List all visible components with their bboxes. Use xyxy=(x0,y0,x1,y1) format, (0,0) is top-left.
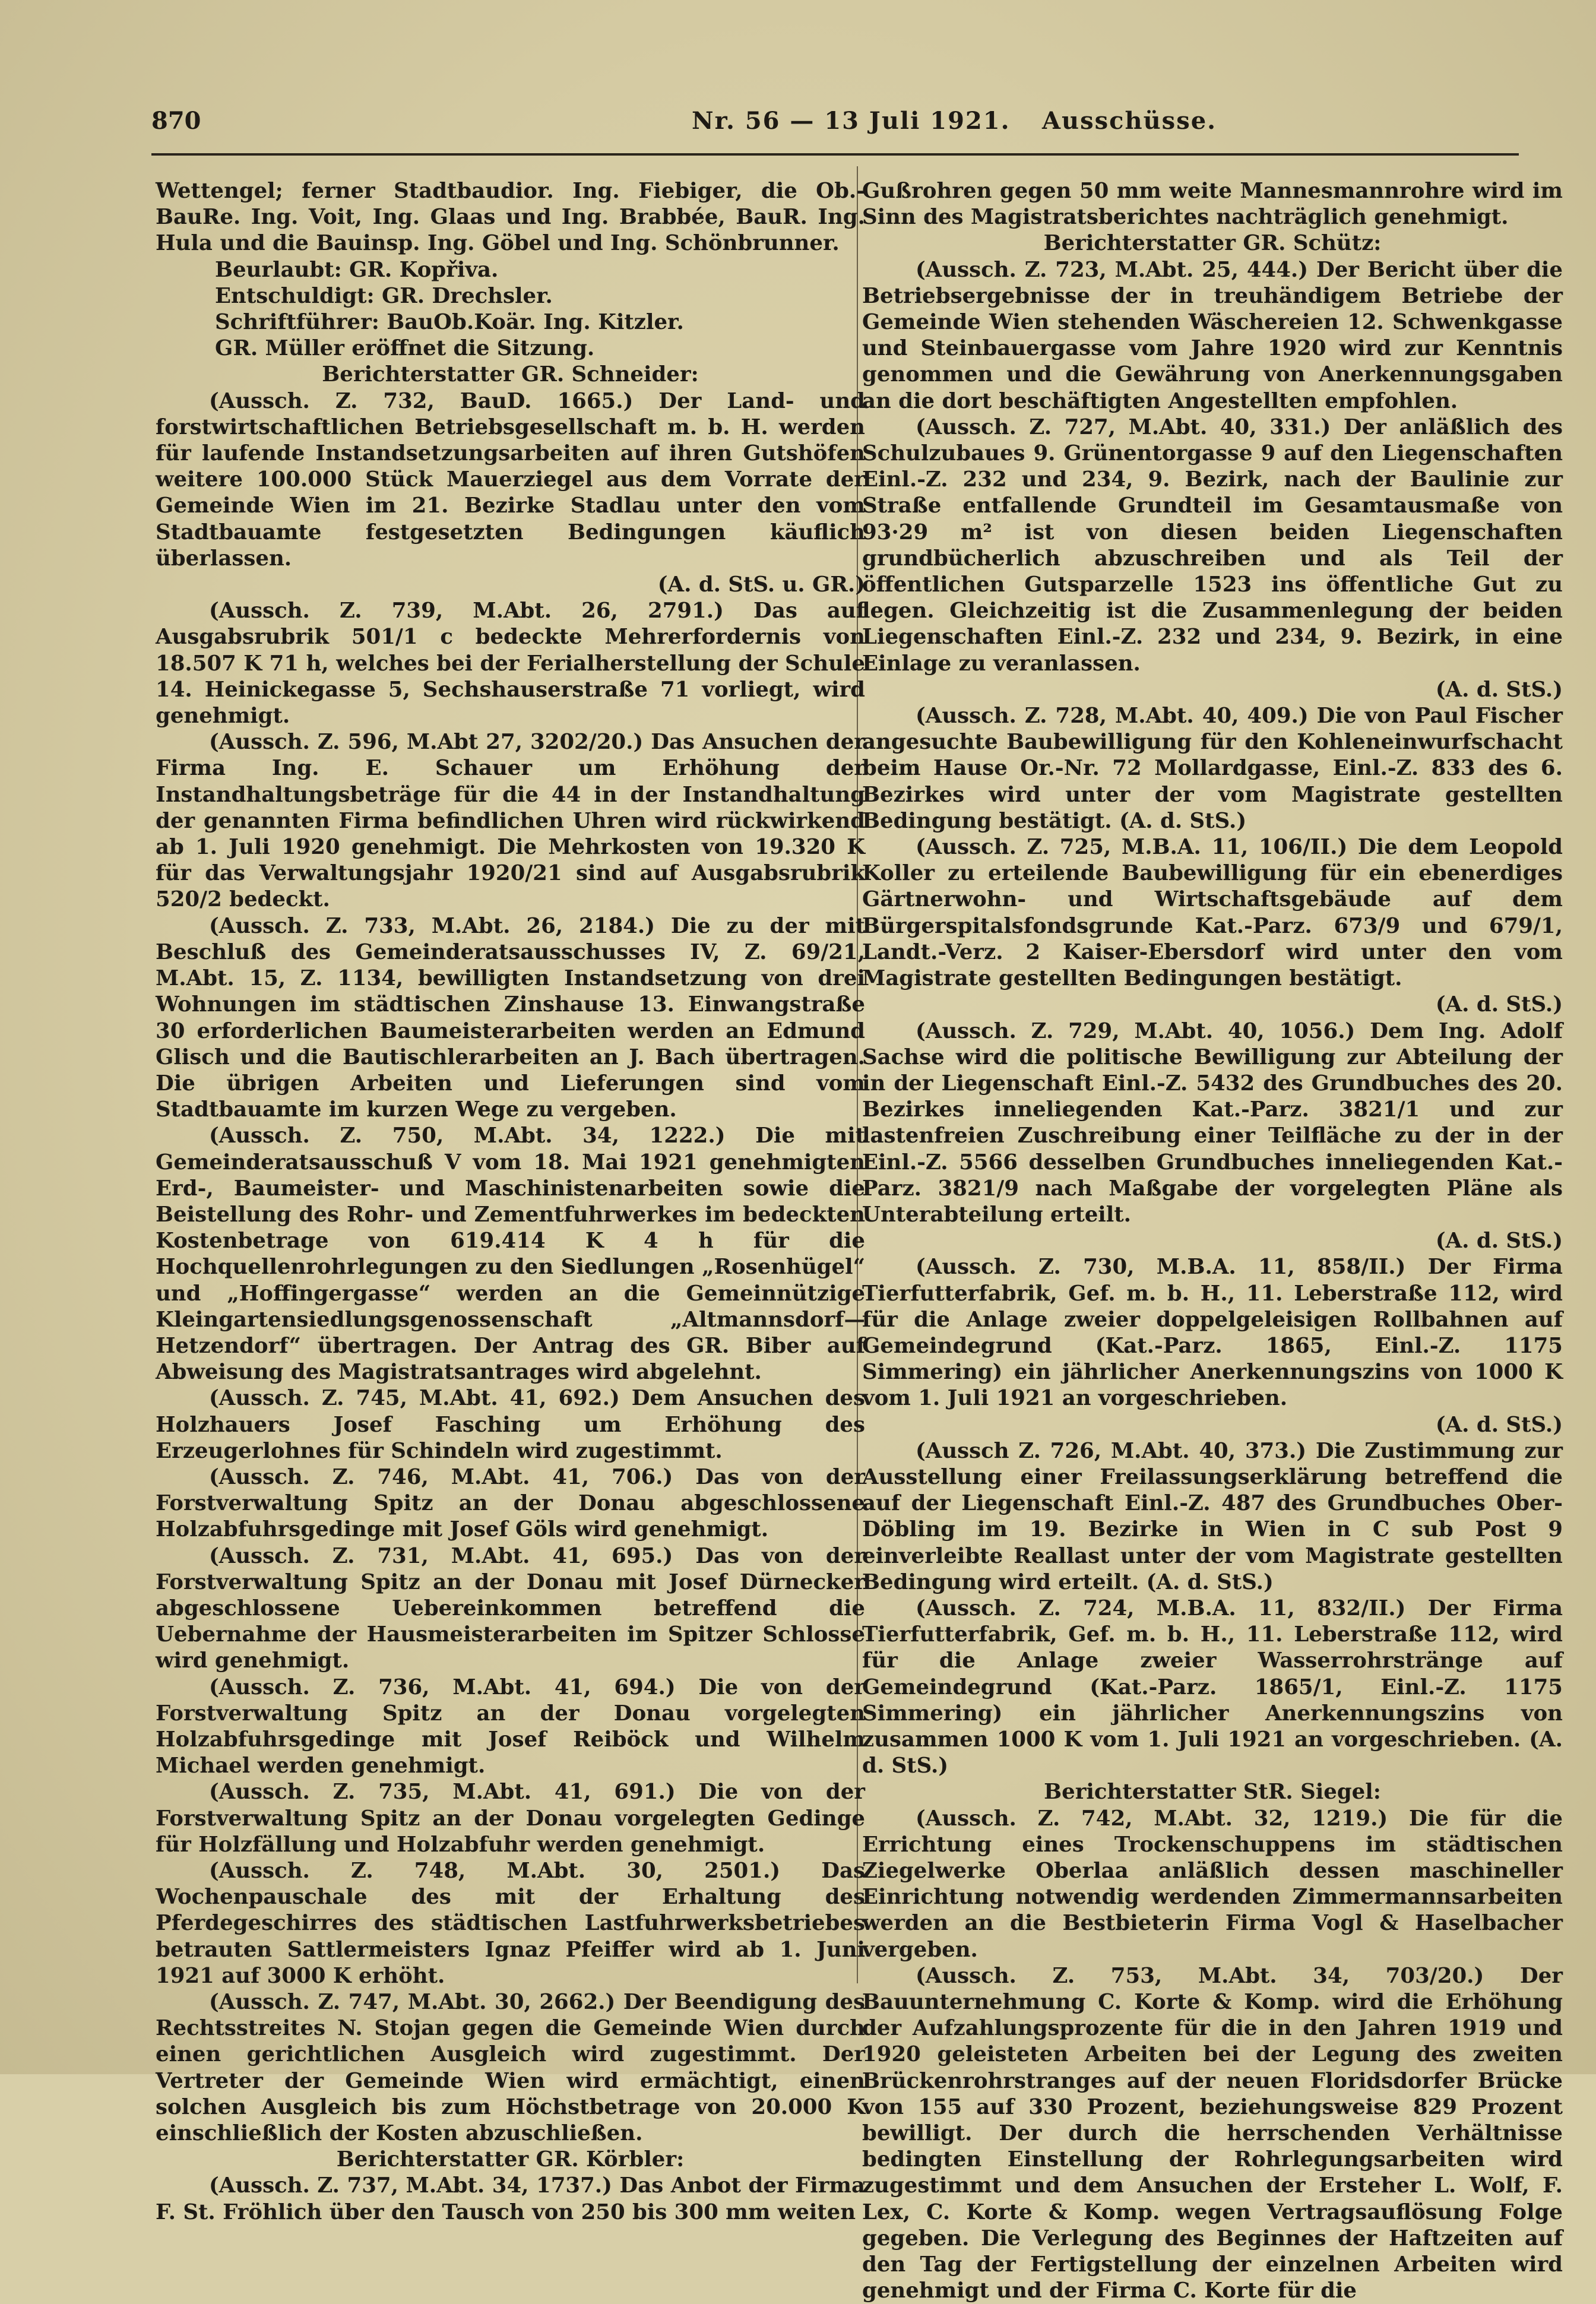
paragraph: (Aussch. Z. 733, M.Abt. 26, 2184.) Die zu der mit Beschluß des Gemeinderatsausschusses IV, Z. 69/21, M.Abt. 15, Z. 1134, bewilligten Instandsetzung von drei Wohnungen im städtischen Zinshause 13. Einwangstraße 30 erforderlichen Baumeisterarbeiten werden an Edmund Glisch und die Bautischlerarbeiten an J. Bach übertragen. Die übrigen Arbeiten und Lieferungen sind vom Stadtbauamte im kurzen Wege zu vergeben. xyxy=(156,913,865,1122)
approval-note: (A. d. StS.) xyxy=(1435,1412,1563,1437)
paragraph: Wettengel; ferner Stadtbaudior. Ing. Fiebiger, die Ob.-BauRe. Ing. Voit, Ing. Glaas und Ing. Brabbée, BauR. Ing. Hula und die Bauinsp. Ing. Göbel und Ing. Schönbrunner. xyxy=(156,179,865,256)
paragraph: GR. Müller eröffnet die Sitzung. xyxy=(215,336,595,361)
approval-note: (A. d. StS.) xyxy=(1435,992,1563,1017)
paragraph: Schriftführer: BauOb.Koär. Ing. Kitzler. xyxy=(215,310,684,335)
paragraph: Beurlaubt: GR. Kopřiva. xyxy=(215,257,499,282)
paragraph: (Aussch. Z. 731, M.Abt. 41, 695.) Das von der Forstverwaltung Spitz an der Donau mit Josef Dürnecker abgeschlossene Uebereinkommen betreffend die Uebernahme der Hausmeisterarbeiten im Spitzer Schlosse wird genehmigt. xyxy=(156,1543,865,1673)
approval-note: (A. d. StS. u. GR.) xyxy=(657,572,865,597)
header-rule xyxy=(151,153,1519,156)
paragraph: (Aussch. Z. 736, M.Abt. 41, 694.) Die von der Forstverwaltung Spitz an der Donau vorgelegten Holzabfuhrsgedinge mit Josef Reiböck und Wilhelm Michael werden genehmigt. xyxy=(156,1675,865,1778)
right-column xyxy=(862,178,1563,2304)
paragraph: (Aussch. Z. 737, M.Abt. 34, 1737.) Das Anbot der Firma F. St. Fröhlich über den Tausch von 250 bis 300 mm weiten xyxy=(156,2173,865,2224)
paragraph: (Aussch. Z. 746, M.Abt. 41, 706.) Das von der Forstverwaltung Spitz an der Donau abgeschlossene Holzabfuhrsgedinge mit Josef Göls wird genehmigt. xyxy=(156,1464,865,1542)
paragraph: (Aussch. Z. 727, M.Abt. 40, 331.) Der anläßlich des Schulzubaues 9. Grünentorgasse 9 auf den Liegenschaften Einl.-Z. 232 und 234, 9. Bezirk, nach der Baulinie zur Straße entfallende Grundteil im Gesamtausmaße von 93·29 m² ist von diesen beiden Liegenschaften grundbücherlich abzuschreiben und als Teil der öffentlichen Gutsparzelle 1523 ins öffentliche Gut zu legen. Gleichzeitig ist die Zusammenlegung der beiden Liegenschaften Einl.-Z. 232 und 234, 9. Bezirk, in eine Einlage zu veranlassen. xyxy=(862,414,1563,676)
paragraph: (Aussch. Z. 745, M.Abt. 41, 692.) Dem Ansuchen des Holzhauers Josef Fasching um Erhöhung des Erzeugerlohnes für Schindeln wird zugestimmt. xyxy=(156,1386,865,1463)
paragraph: (Aussch. Z. 735, M.Abt. 41, 691.) Die von der Forstverwaltung Spitz an der Donau vorgelegten Gedinge für Holzfällung und Holzabfuhr werden genehmigt. xyxy=(156,1780,865,1857)
paragraph: (Aussch. Z. 724, M.B.A. 11, 832/II.) Der Firma Tierfutterfabrik, Gef. m. b. H., 11. Leberstraße 112, wird für die Anlage zweier Wasserrohrstränge auf Gemeindegrund (Kat.-Parz. 1865/1, Einl.-Z. 1175 Simmering) ein jährlicher Anerkennungszins von zusammen 1000 K vom 1. Juli 1921 an vorgeschrieben. (A. d. StS.) xyxy=(862,1596,1563,1778)
paragraph: (Aussch. Z. 753, M.Abt. 34, 703/20.) Der Bauunternehmung C. Korte & Komp. wird die Erhöhung der Aufzahlungsprozente für die in den Jahren 1919 und 1920 geleisteten Arbeiten bei der Legung des zweiten Brückenrohrstranges auf der neuen Floridsdorfer Brücke von 155 auf 330 Prozent, beziehungsweise 829 Prozent bewilligt. Der durch die herrschenden Verhältnisse bedingten Einstellung der Rohrlegungsarbeiten wird zugestimmt und dem Ansuchen der Ersteher L. Wolf, F. Lex, C. Korte & Komp. wegen Vertragsauflösung Folge gegeben. Die Verlegung des Beginnes der Haftzeiten auf den Tag der Fertigstellung der einzelnen Arbeiten wird genehmigt und der Firma C. Korte für die xyxy=(862,1963,1563,2303)
paragraph: (Aussch. Z. 748, M.Abt. 30, 2501.) Das Wochenpauschale des mit der Erhaltung des Pferdegeschirres des städtischen Lastfuhrwerksbetriebes betrauten Sattlermeisters Ignaz Pfeiffer wird ab 1. Juni 1921 auf 3000 K erhöht. xyxy=(156,1859,865,1988)
paragraph: (Aussch Z. 726, M.Abt. 40, 373.) Die Zustimmung zur Ausstellung einer Freilassungserklärung betreffend die auf der Liegenschaft Einl.-Z. 487 des Grundbuches Ober-Döbling im 19. Bezirke in Wien in C sub Post 9 einverleibte Reallast unter der vom Magistrate gestellten Bedingung wird erteilt. (A. d. StS.) xyxy=(862,1438,1563,1594)
paragraph: (Aussch. Z. 725, M.B.A. 11, 106/II.) Die dem Leopold Koller zu erteilende Baubewilligung für ein ebenerdiges Gärtnerwohn- und Wirtschaftsgebäude auf dem Bürgerspitalsfondsgrunde Kat.-Parz. 673/9 und 679/1, Landt.-Verz. 2 Kaiser-Ebersdorf wird unter den vom Magistrate gestellten Bedingungen bestätigt. xyxy=(862,835,1563,991)
reporter-heading: Berichterstatter StR. Siegel: xyxy=(1044,1780,1381,1805)
paragraph: Entschuldigt: GR. Drechsler. xyxy=(215,283,553,308)
approval-note: (A. d. StS.) xyxy=(1435,677,1563,702)
paragraph: (Aussch. Z. 596, M.Abt 27, 3202/20.) Das Ansuchen der Firma Ing. E. Schauer um Erhöhung der Instandhaltungsbeträge für die 44 in der Instandhaltung der genannten Firma befindlichen Uhren wird rückwirkend ab 1. Juli 1920 genehmigt. Die Mehrkosten von 19.320 K für das Verwaltungsjahr 1920/21 sind auf Ausgabsrubrik 520/2 bedeckt. xyxy=(156,730,865,912)
paragraph: Gußrohren gegen 50 mm weite Mannesmannrohre wird im Sinn des Magistratsberichtes nachträglich genehmigt. xyxy=(862,179,1563,230)
reporter-heading: Berichterstatter GR. Körbler: xyxy=(336,2147,685,2172)
paragraph: (Aussch. Z. 732, BauD. 1665.) Der Land- und forstwirtschaftlichen Betriebsgesellschaft m. b. H. werden für laufende Instandsetzungsarbeiten auf ihren Gutshöfen weitere 100.000 Stück Mauerziegel aus dem Vorrate der Gemeinde Wien im 21. Bezirke Stadlau unter den vom Stadtbauamte festgesetzten Bedingungen käuflich überlassen. xyxy=(156,388,865,571)
reporter-heading: Berichterstatter GR. Schneider: xyxy=(322,362,699,387)
paragraph: (Aussch. Z. 730, M.B.A. 11, 858/II.) Der Firma Tierfutterfabrik, Gef. m. b. H., 11. Leberstraße 112, wird für die Anlage zweier doppelgeleisigen Rollbahnen auf Gemeindegrund (Kat.-Parz. 1865, Einl.-Z. 1175 Simmering) ein jährlicher Anerkennungszins von 1000 K vom 1. Juli 1921 an vorgeschrieben. xyxy=(862,1255,1563,1411)
paragraph: (Aussch. Z. 750, M.Abt. 34, 1222.) Die mit Gemeinderatsausschuß V vom 18. Mai 1921 genehmigten Erd-, Baumeister- und Maschinistenarbeiten sowie die Beistellung des Rohr- und Zementfuhrwerkes im bedeckten Kostenbetrage von 619.414 K 4 h für die Hochquellenrohrlegungen zu den Siedlungen „Rosenhügel“ und „Hoffingergasse“ werden an die Gemeinnützige Kleingartensiedlungsgenossenschaft „Altmannsdorf—Hetzendorf“ übertragen. Der Antrag des GR. Biber auf Abweisung des Magistratsantrages wird abgelehnt. xyxy=(156,1123,865,1385)
page-number: 870 xyxy=(151,107,201,135)
left-column xyxy=(156,178,865,2226)
paragraph: (Aussch. Z. 747, M.Abt. 30, 2662.) Der Beendigung des Rechtsstreites N. Stojan gegen die Gemeinde Wien durch einen gerichtlichen Ausgleich wird zugestimmt. Der Vertreter der Gemeinde Wien wird ermächtigt, einen solchen Ausgleich bis zum Höchstbetrage von 20.000 K einschließlich der Kosten abzuschließen. xyxy=(156,1990,865,2146)
approval-note: (A. d. StS.) xyxy=(1435,1229,1563,1254)
paragraph: (Aussch. Z. 723, M.Abt. 25, 444.) Der Bericht über die Betriebsergebnisse der in treuhändigem Betriebe der Gemeinde Wien stehenden Wäschereien 12. Schwenkgasse und Steinbauergasse vom Jahre 1920 wird zur Kenntnis genommen und die Gewährung von Anerkennungsgaben an die dort beschäftigten Angestellten empfohlen. xyxy=(862,257,1563,413)
section-title: Ausschüsse. xyxy=(1042,107,1217,135)
page-header xyxy=(151,107,1519,154)
reporter-heading: Berichterstatter GR. Schütz: xyxy=(1043,231,1382,256)
paragraph: (Aussch. Z. 739, M.Abt. 26, 2791.) Das auf Ausgabsrubrik 501/1 c bedeckte Mehrerfordernis von 18.507 K 71 h, welches bei der Ferialherstellung der Schule 14. Heinickegasse 5, Sechshauserstraße 71 vorliegt, wird genehmigt. xyxy=(156,599,865,729)
paragraph: (Aussch. Z. 728, M.Abt. 40, 409.) Die von Paul Fischer angesuchte Baubewilligung für den Kohleneinwurfschacht beim Hause Or.-Nr. 72 Mollardgasse, Einl.-Z. 833 des 6. Bezirkes wird unter der vom Magistrate gestellten Bedingung bestätigt. (A. d. StS.) xyxy=(862,704,1563,833)
issue-line: Nr. 56 — 13 Juli 1921. xyxy=(692,107,1011,135)
paragraph: (Aussch. Z. 742, M.Abt. 32, 1219.) Die für die Errichtung eines Trockenschuppens im städtischen Ziegelwerke Oberlaa anläßlich dessen maschineller Einrichtung notwendig werdenden Zimmermannsarbeiten werden an die Bestbieterin Firma Vogl & Haselbacher vergeben. xyxy=(862,1806,1563,1962)
paragraph: (Aussch. Z. 729, M.Abt. 40, 1056.) Dem Ing. Adolf Sachse wird die politische Bewilligung zur Abteilung der in der Liegenschaft Einl.-Z. 5432 des Grundbuches des 20. Bezirkes inneliegenden Kat.-Parz. 3821/1 und zur lastenfreien Zuschreibung einer Teilfläche zu der in der Einl.-Z. 5566 desselben Grundbuches inneliegenden Kat.-Parz. 3821/9 nach Maßgabe der vorgelegten Pläne als Unterabteilung erteilt. xyxy=(862,1018,1563,1227)
